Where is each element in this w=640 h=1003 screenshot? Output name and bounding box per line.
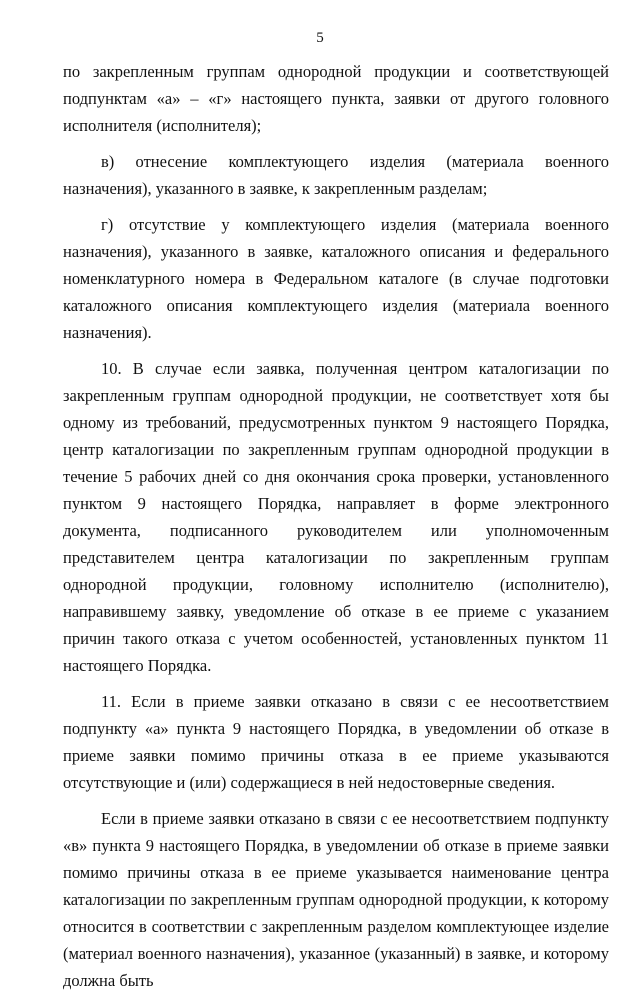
page-number: 5: [316, 30, 324, 46]
paragraph-subitem-v: в) отнесение комплектующего изделия (материала военного назначения), указанного в заявке, к закрепленным разделам;: [63, 152, 609, 198]
paragraph-item-11-continued: Если в приеме заявки отказано в связи с ее несоответствием подпункту «в» пункта 9 настоящего Порядка, в уведомлении об отказе в приеме заявки помимо причины отказа в ее приеме указывается наименование центра каталогизации по закрепленным группам однородной продукции, к которому относится в соответствии с закрепленным разделом комплектующее изделие (материал военного назначения), указанное (указанный) в заявке, и которому должна быть: [63, 809, 609, 990]
document-body: [63, 58, 609, 1003]
paragraph-subitem-g: г) отсутствие у комплектующего изделия (материала военного назначения), указанного в заявке, каталожного описания и федерального номенклатурного номера в Федеральном каталоге (в случае подготовки каталожного описания комплектующего изделия (материала военного назначения).: [63, 215, 609, 342]
paragraph-item-10: 10. В случае если заявка, полученная центром каталогизации по закрепленным группам однородной продукции, не соответствует хотя бы одному из требований, предусмотренных пунктом 9 настоящего Порядка, центр каталогизации по закрепленным группам однородной продукции в течение 5 рабочих дней со дня окончания срока проверки, установленного пунктом 9 настоящего Порядка, направляет в форме электронного документа, подписанного руководителем или уполномоченным представителем центра каталогизации по закрепленным группам однородной продукции, головному исполнителю (исполнителю), направившему заявку, уведомление об отказе в ее приеме с указанием причин такого отказа с учетом особенностей, установленных пунктом 11 настоящего Порядка.: [63, 359, 609, 675]
paragraph-continuation: по закрепленным группам однородной продукции и соответствующей подпунктам «а» – «г» настоящего пункта, заявки от другого головного исполнителя (исполнителя);: [63, 62, 609, 135]
paragraph-item-11: 11. Если в приеме заявки отказано в связи с ее несоответствием подпункту «а» пункта 9 настоящего Порядка, в уведомлении об отказе в приеме заявки помимо причины отказа в ее приеме указываются отсутствующие и (или) содержащиеся в ней недостоверные сведения.: [63, 692, 609, 792]
